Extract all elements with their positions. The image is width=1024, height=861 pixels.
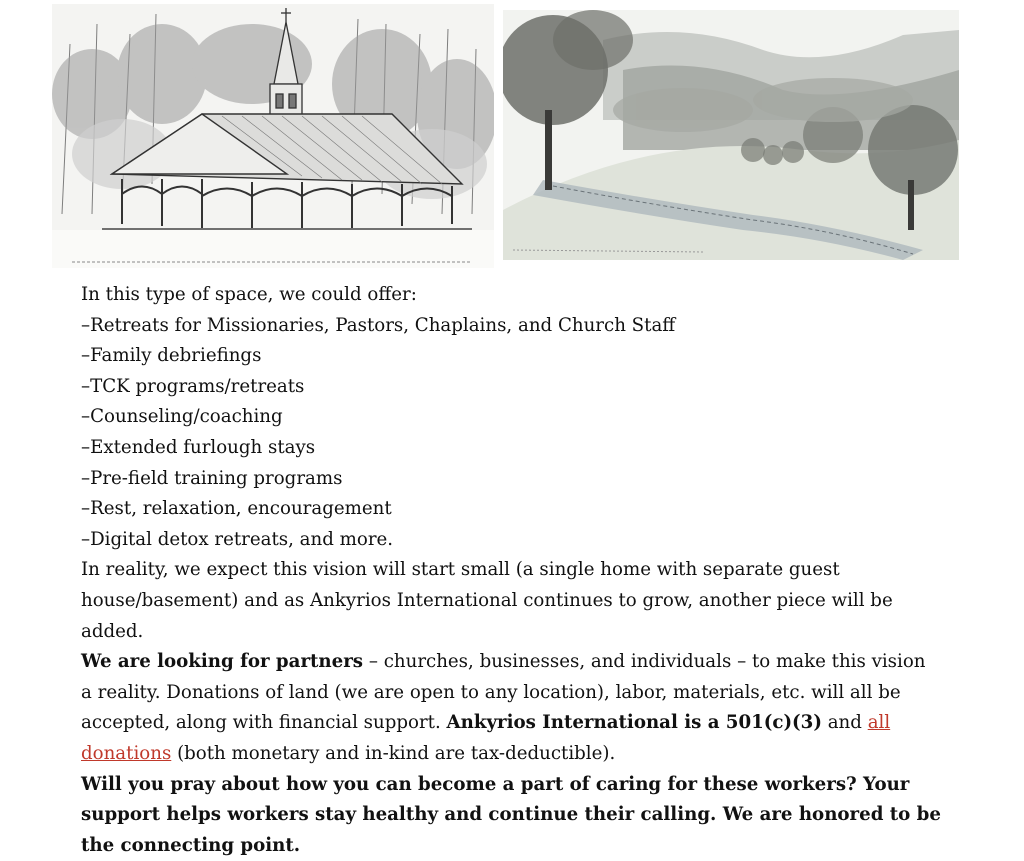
partners-text: – churches, businesses, and individuals – to make this vision a reality. Donations of land (we are open to any location), labor, materials, etc. will all be accepted, along with financial support. xyxy=(81,651,926,733)
partners-paragraph xyxy=(81,647,941,769)
nonprofit-bold: Ankyrios International is a 501(c)(3) xyxy=(447,712,822,733)
closing-paragraph xyxy=(81,770,941,861)
partners-bold: We are looking for partners xyxy=(81,651,363,672)
offer-item: –Family debriefings xyxy=(81,341,941,372)
reality-paragraph: In reality, we expect this vision will start small (a single home with separate guest house/basement) and as Ankyrios International continues to grow, another piece will be added. xyxy=(81,555,941,647)
intro-line: In this type of space, we could offer: xyxy=(81,280,941,311)
valley-sketch-image xyxy=(503,10,959,260)
offer-item: –TCK programs/retreats xyxy=(81,372,941,403)
tax-text: (both monetary and in-kind are tax-deductible). xyxy=(171,743,615,764)
offer-item: –Retreats for Missionaries, Pastors, Chaplains, and Church Staff xyxy=(81,311,941,342)
offer-item: –Extended furlough stays xyxy=(81,433,941,464)
offer-item: –Pre-field training programs xyxy=(81,464,941,495)
closing-bold: Will you pray about how you can become a part of caring for these workers? Your support helps workers stay healthy and continue their calling. We are honored to be the connecting point. xyxy=(81,774,941,856)
offer-item: –Counseling/coaching xyxy=(81,402,941,433)
all-donations-link[interactable]: all donations xyxy=(81,712,890,764)
offer-item: –Rest, relaxation, encouragement xyxy=(81,494,941,525)
article-body xyxy=(81,280,941,861)
pavilion-sketch-image xyxy=(52,4,494,268)
pavilion-sketch-drawing xyxy=(52,4,494,268)
and-text: and xyxy=(822,712,868,733)
valley-sketch-drawing xyxy=(503,10,959,260)
offer-item: –Digital detox retreats, and more. xyxy=(81,525,941,556)
